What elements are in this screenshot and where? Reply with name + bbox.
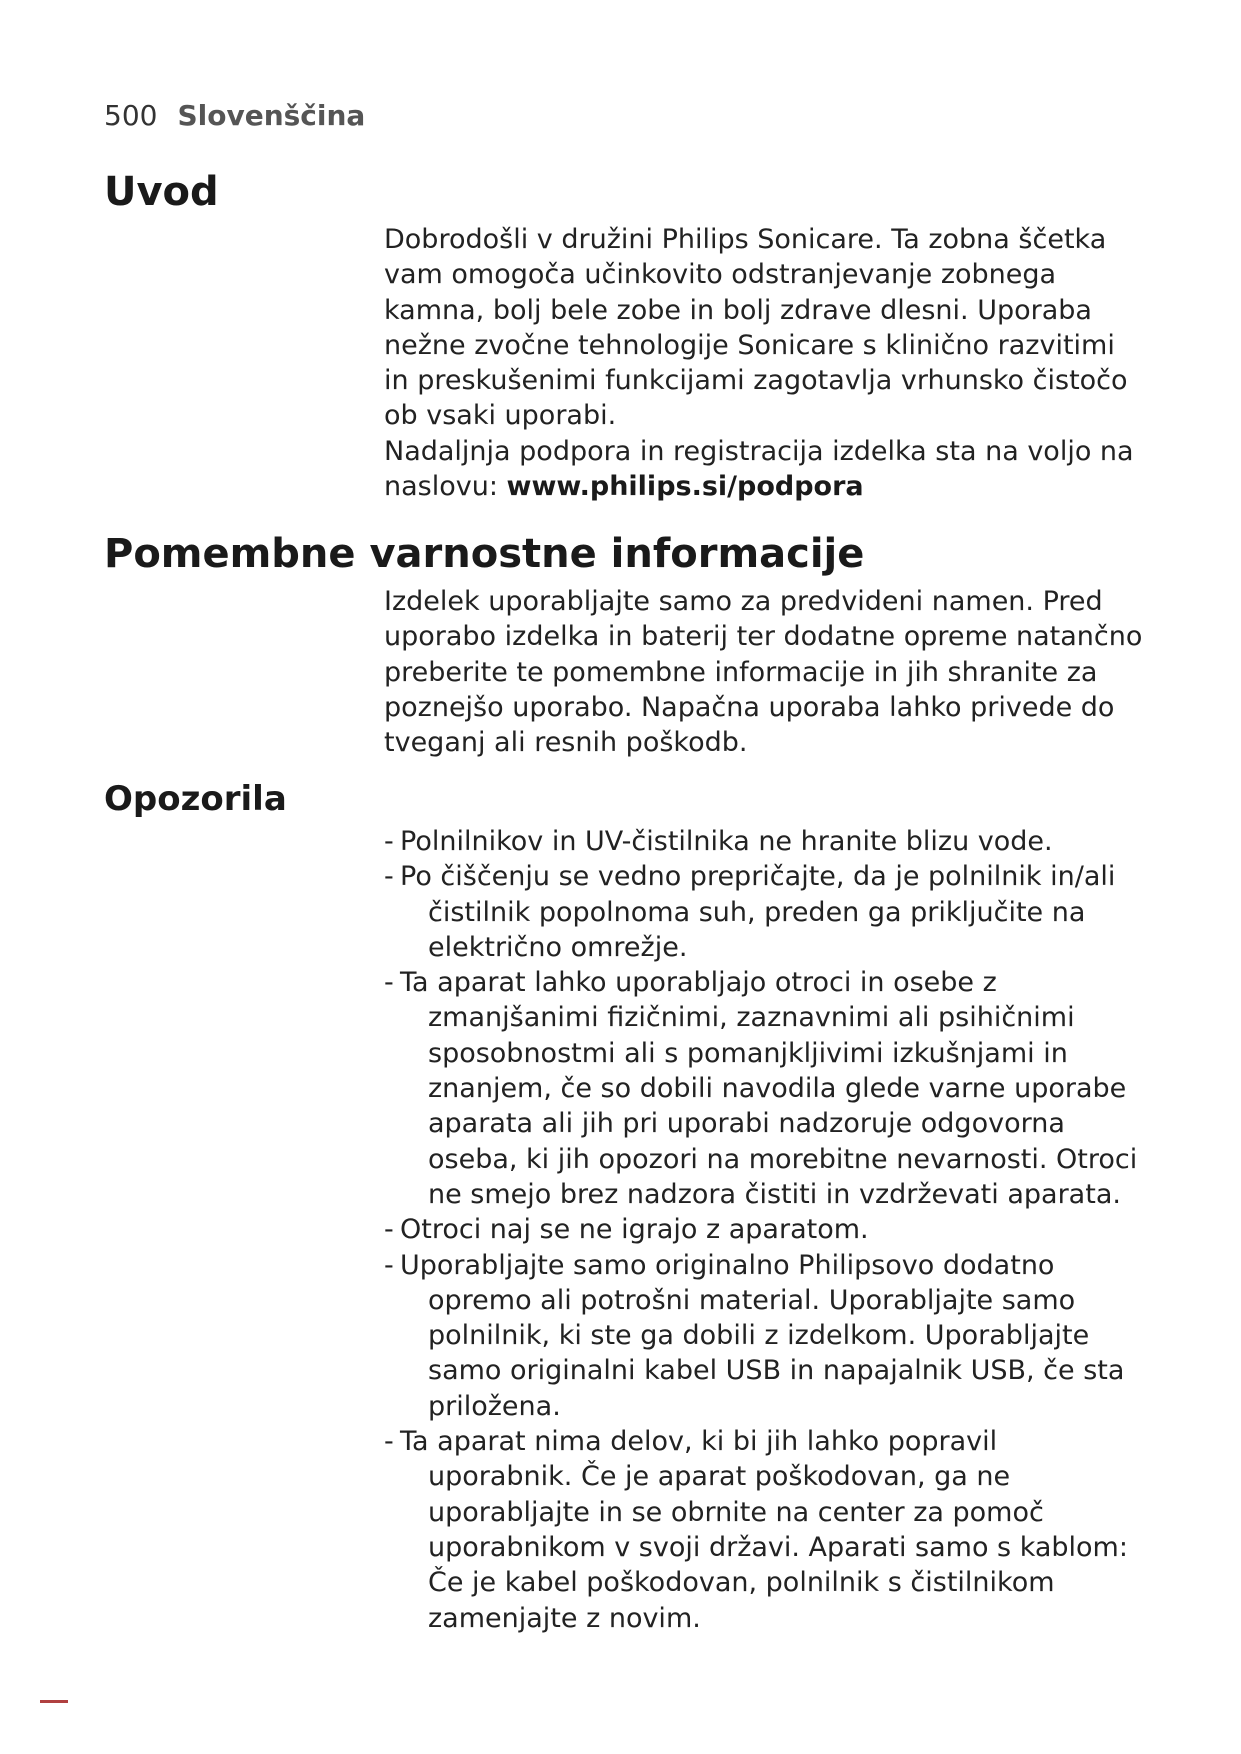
language-label: Slovenščina — [177, 99, 366, 132]
warning-item: - Otroci naj se ne igrajo z aparatom. — [384, 1212, 1144, 1247]
uvod-paragraph: Dobrodošli v družini Philips Sonicare. Ta zobna ščetka vam omogoča učinkovito odstranjevanje zobnega kamna, bolj bele zobe in bolj zdrave dlesni. Uporaba nežne zvočne tehnologije Sonicare s klinično razvitimi in preskušenimi funkcijami zagotavlja vrhunsko čistočo ob vsaki uporabi. — [384, 224, 1128, 432]
uvod-support — [384, 434, 1144, 505]
warnings-list — [384, 824, 1144, 1636]
warning-item: - Uporabljajte samo originalno Philipsovo dodatno opremo ali potrošni material. Uporabljajte samo polnilnik, ki ste ga dobili z izdelkom. Uporabljajte samo originalni kabel USB in napajalnik USB, če sta priložena. — [384, 1249, 1125, 1422]
warning-item: - Po čiščenju se vedno prepričajte, da je polnilnik in/ali čistilnik popolnoma suh, preden ga priključite na električno omrežje. — [384, 861, 1116, 963]
section-title-safety: Pomembne varnostne informacije — [104, 531, 865, 577]
section-body-uvod — [384, 222, 1144, 504]
bullet-dash: - — [384, 1249, 394, 1281]
section-body-safety — [384, 584, 1144, 760]
warning-item: - Ta aparat lahko uporabljajo otroci in osebe z zmanjšanimi fizičnimi, zaznavnimi ali psihičnimi sposobnostmi ali s pomanjkljivimi izkušnjami in znanjem, če so dobili navodila glede varne uporabe aparata ali jih pri uporabi nadzoruje odgovorna oseba, ki jih opozori na morebitne nevarnosti. Otroci ne smejo brez nadzora čistiti in vzdrževati aparata. — [384, 967, 1138, 1210]
support-link[interactable]: www.philips.si/podpora — [506, 471, 864, 503]
section-title-warnings: Opozorila — [104, 779, 287, 819]
section-body-warnings — [384, 824, 1144, 1636]
bullet-dash: - — [384, 967, 394, 999]
bullet-dash: - — [384, 826, 394, 857]
bullet-dash: - — [384, 1214, 394, 1246]
bullet-dash: - — [384, 1426, 394, 1458]
safety-paragraph: Izdelek uporabljajte samo za predvideni namen. Pred uporabo izdelka in baterij ter dodatne opreme natančno preberite te pomembne informacije in jih shranite za poznejšo uporabo. Napačna uporaba lahko privede do tveganj ali resnih poškodb. — [384, 586, 1143, 759]
support-text: Nadaljnja podpora in registracija izdelka sta na voljo na naslovu: — [384, 435, 1134, 503]
page-number: 500 — [104, 99, 158, 132]
warning-item: - Polnilnikov in UV-čistilnika ne hranite blizu vode. — [384, 824, 1144, 859]
page-header — [104, 98, 365, 134]
bullet-dash: - — [384, 861, 394, 893]
section-title-uvod: Uvod — [104, 169, 219, 215]
page-edge-mark — [40, 1700, 68, 1703]
warning-item: - Ta aparat nima delov, ki bi jih lahko popravil uporabnik. Če je aparat poškodovan, ga ne uporabljajte in se obrnite na center za pomoč uporabnikom v svoji državi. Aparati samo s kablom: Če je kabel poškodovan, polnilnik s čistilnikom zamenjajte z novim. — [384, 1426, 1128, 1634]
